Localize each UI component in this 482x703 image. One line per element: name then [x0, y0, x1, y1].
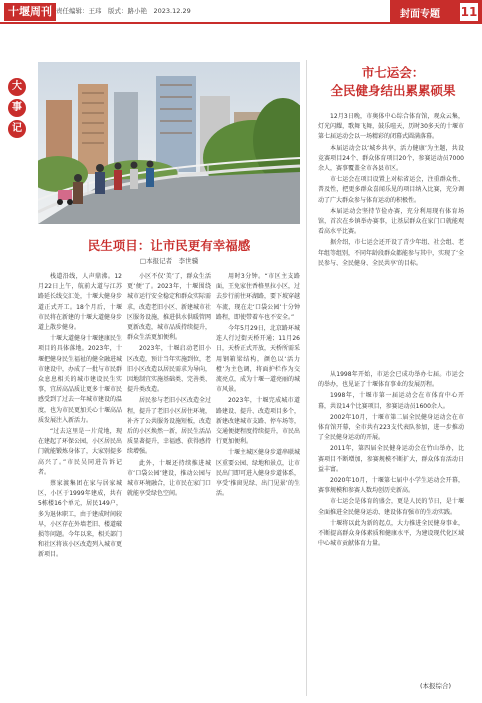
paragraph: 蔡家渡集团在家与居家城区，小区于1999年建成，共有5栋楼16个单元，居民149户，多为退休职工，由于建成时间较早，小区存在外墙老旧、楼道破损等问题。今年以来，相关部门和社区将该小区改造列入城市更新项目。 — [38, 480, 123, 559]
paragraph: 十堰将以此为新的起点，大力推进全民健身事业，不断提高群众身体素质和健康水平，为建设现代化区域中心城市贡献体育力量。 — [318, 519, 464, 548]
paragraph: 十堰大道健身十堰建康民生项目的具体落地。2023年，十堰把健身民生福祉的健全融进城市建设中，办成了一批与市民群众息息相关的城市建设民生实事，宜居高品质让更多十堰市民感受到了过去一年城市建设的温度，也为市民更加关心十堰高品质发展注入新活力。 — [38, 335, 123, 424]
paragraph: 据介绍，市七运会还开设了青少年组、社会组、老年组等组别，不同年龄段群众都能参与其中，实现了‘全民参与、全民健身、全民共享’的目标。 — [318, 239, 464, 267]
paragraph: 今年5月29日，北京路环城连人行过街天桥开通；11月26日，天桥正式开放，天桥所需采用钢箱梁结构，颜色以‘活力橙’为主色调，将面护栏作为交流亮点，成为十堰一道亮丽的城市风景。 — [216, 325, 301, 394]
left-article-byline: □本报记者 李世骥 — [139, 257, 199, 265]
right-column-2 — [318, 370, 464, 550]
side-tag-char: 大 — [8, 78, 26, 96]
left-column-1 — [38, 272, 122, 562]
left-column-3 — [216, 272, 300, 500]
paragraph: 市七运会在项目设置上对标省运会，注重群众性、普及性，把更多群众喜闻乐见的项目纳入比赛，充分调动了广大群众参与体育运动的积极性。 — [318, 176, 464, 204]
paragraph: 市七运会是体育的盛会，更是人民的节日，是十堰全面推进全民健身运动、建设体育强市的生动实践。 — [318, 498, 464, 516]
page-header — [0, 0, 482, 24]
paragraph: 2002年10月，十堰市第二届全民健身运动会在市体育馆开幕，全市共有223支代表队参加，进一步推动了全民健身运动的开展。 — [318, 413, 464, 442]
paragraph: 2023年，十堰启动老旧小区改造，预计当年实施到位，老旧小区改造以居民需求为导向，因地制宜实施基础类、完善类、提升类改造。 — [127, 345, 212, 394]
editor-meta: 责任编辑：王玮 版式：路小艳 2023.12.29 — [56, 7, 191, 15]
paragraph: 12月3日晚，市奥体中心综合体育馆，观众云集，灯光闪耀，歌舞飞舞，鼓乐喧天，历时30多天的十堰市第七届运动会以一场精彩的闭幕式圆满落幕。 — [318, 113, 464, 141]
photo-illustration — [38, 62, 300, 224]
paragraph: 十堰主城区健身步道串联城区重要公园、绿地和景点，让市民出门即可进入健身步道体系，享受‘推窗见绿、出门见景’的生活。 — [216, 449, 301, 498]
paragraph: 此外，十堰还持续推进城市‘口袋公园’建设，推动公园与城市环境融合，让市民在家门口就能享受绿色空间。 — [127, 459, 212, 498]
paragraph: 从1998年开始，市运会已成功举办七届。市运会的举办，也见证了十堰体育事业的发展历程。 — [318, 371, 464, 389]
side-tag — [8, 78, 26, 141]
paragraph: 居民参与老旧小区改造全过程，提升了老旧小区居住环境，补齐了公共服务设施短板，改造后的小区焕然一新，居民生活品质显著提升，幸福感、获得感持续增强。 — [127, 397, 212, 456]
paragraph: 2020年10月，十堰第七届中小学生运动会开幕，赛事规模和参赛人数均创历史新高。 — [318, 477, 464, 495]
right-article-title — [318, 64, 468, 100]
paragraph: 用时3分钟。“市区主支路面，王免家住香格里拉小区，过去步行前往环湖路，要下坡穿越车流，现在走‘口袋公园’十分钟路程，即使带着车也不安全。” — [216, 273, 301, 321]
header-section-band — [390, 0, 482, 24]
section-title: 封面专题 — [400, 9, 440, 20]
side-tag-char: 事 — [8, 99, 26, 117]
paragraph: “过去这里是一片荒地，现在建起了环保公园，小区居民出门就能锻炼身体了，大家别提多高兴了。”市民吴同进告诉记者。 — [38, 428, 123, 476]
paragraph: 2011年，第四届全民健身运动会在竹山举办，比赛项目不断增加，参赛规模不断扩大，群众体育活动日益丰富。 — [318, 445, 464, 473]
header-left-band — [0, 0, 390, 24]
side-tag-char: 记 — [8, 120, 26, 138]
right-title-line1: 市七运会： — [361, 65, 425, 80]
paragraph: 栈道沿线，人声鼎沸。12月22日上午，航前大道与江苏路延长线交汇处，十堰大健身步道正式开工。18个月后，十堰市民将在新建的十堰大道健身步道上散步健身。 — [38, 273, 123, 332]
paragraph: 小区不仅‘美’了，群众生活更‘便’了。2023年，十堰围绕城市运行安全稳定和群众实际需求，改造老旧小区、新建城市社区服务设施，推进供水供暖管网更新改造，城市品质持续提升，群众生活更加便利。 — [127, 273, 212, 342]
street-scene-photo — [38, 62, 300, 224]
paragraph: 本届运动会坚持节俭办赛，充分利用现有体育场馆，首次在乡镇举办赛事，让基层群众在家门口就能观看高水平比赛。 — [318, 207, 464, 236]
paragraph: 本届运动会以‘城乡共享，活力健康’为主题，共设竞赛项目24个、群众体育项目20个，参赛运动员7000余人，赛事覆盖全市各县市区。 — [318, 144, 464, 173]
signoff: (本报综合) — [420, 682, 452, 690]
left-column-2 — [127, 272, 211, 500]
paragraph: 1998年，十堰市第一届运动会在市体育中心开幕，共设14个比赛项目，参赛运动员1600余人。 — [318, 392, 464, 410]
column-divider — [306, 60, 307, 696]
page-number: 11 — [460, 5, 478, 19]
right-title-line2: 全民健身结出累累硕果 — [330, 83, 456, 98]
paragraph: 2023年，十堰完成城市道路建设、提升、改造项目多个，新建改建城市支路、停车场等，交通便捷程度持续提升，市民出行更加便利。 — [216, 397, 301, 446]
newspaper-logo: 十堰周刊 — [4, 3, 56, 21]
left-article-title: 民生项目：让市民更有幸福感 — [87, 238, 251, 253]
